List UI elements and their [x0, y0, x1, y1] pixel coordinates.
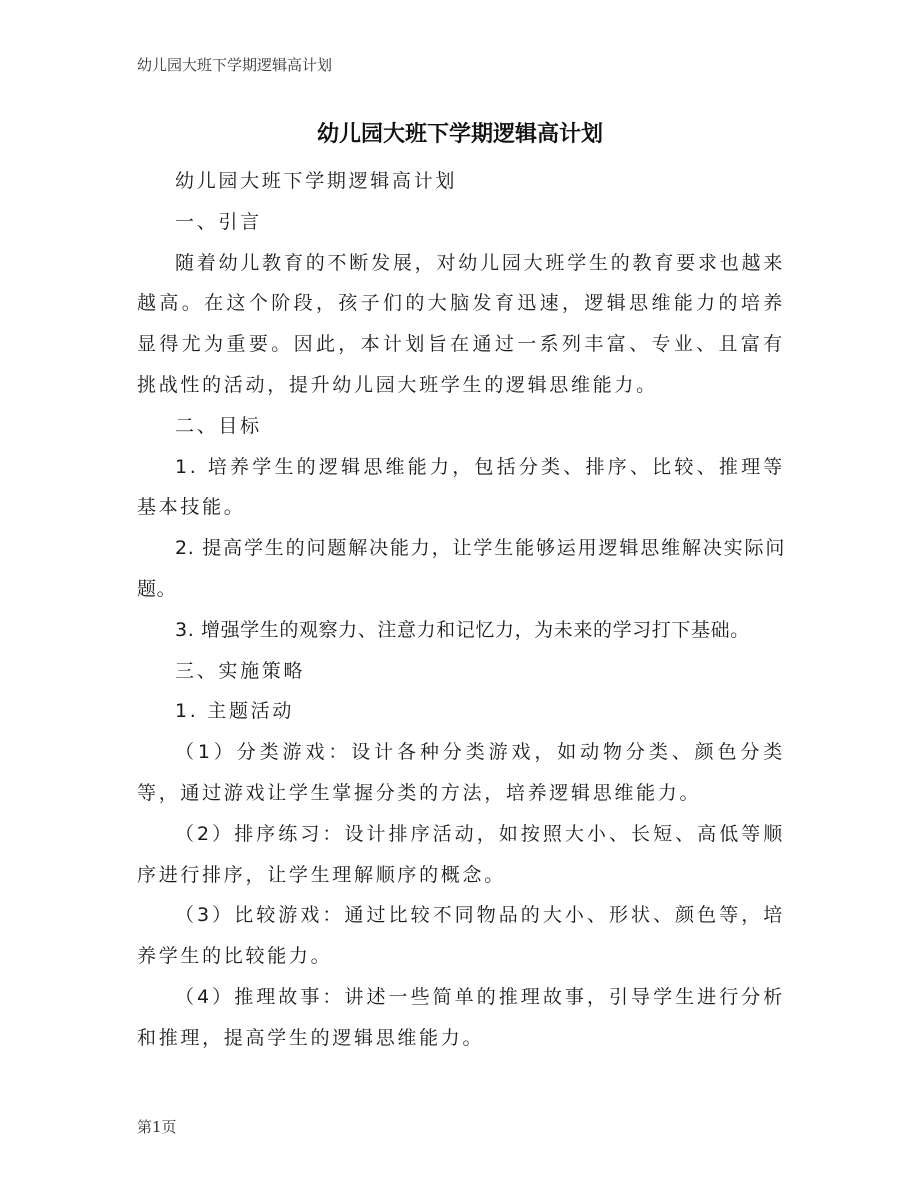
goal-item-3: 3. 增强学生的观察力、注意力和记忆力，为未来的学习打下基础。 — [175, 618, 750, 641]
goal-item-2: 2. 提高学生的问题解决能力，让学生能够运用逻辑思维解决实际问题。 — [137, 537, 785, 600]
document-body — [137, 161, 785, 1059]
activity-item-comparison: （3）比较游戏：通过比较不同物品的大小、形状、颜色等，培养学生的比较能力。 — [137, 904, 785, 968]
paragraph-subtitle: 幼儿园大班下学期逻辑高计划 — [175, 170, 458, 192]
section-heading-strategy: 三、实施策略 — [175, 659, 306, 682]
goal-item-1: 1. 培养学生的逻辑思维能力，包括分类、排序、比较、推理等基本技能。 — [137, 455, 785, 519]
activity-item-reasoning: （4）推理故事：讲述一些简单的推理故事，引导学生进行分析和推理，提高学生的逻辑思维能力。 — [137, 985, 785, 1049]
section-heading-introduction: 一、引言 — [175, 210, 262, 233]
running-header: 幼儿园大班下学期逻辑高计划 — [137, 56, 333, 74]
activity-item-classification: （1）分类游戏：设计各种分类游戏，如动物分类、颜色分类等，通过游戏让学生掌握分类的方法，培养逻辑思维能力。 — [137, 741, 785, 804]
page-number: 第1页 — [137, 1118, 177, 1136]
section-heading-goals: 二、目标 — [175, 414, 262, 437]
document-title: 幼儿园大班下学期逻辑高计划 — [316, 122, 603, 147]
paragraph-introduction: 随着幼儿教育的不断发展，对幼儿园大班学生的教育要求也越来越高。在这个阶段，孩子们的大脑发育迅速，逻辑思维能力的培养显得尤为重要。因此，本计划旨在通过一系列丰富、专业、且富有挑战性的活动，提升幼儿园大班学生的逻辑思维能力。 — [137, 251, 785, 396]
subheading-theme-activities: 1. 主题活动 — [175, 700, 295, 723]
activity-item-sorting: （2）排序练习：设计排序活动，如按照大小、长短、高低等顺序进行排序，让学生理解顺序的概念。 — [137, 822, 785, 886]
